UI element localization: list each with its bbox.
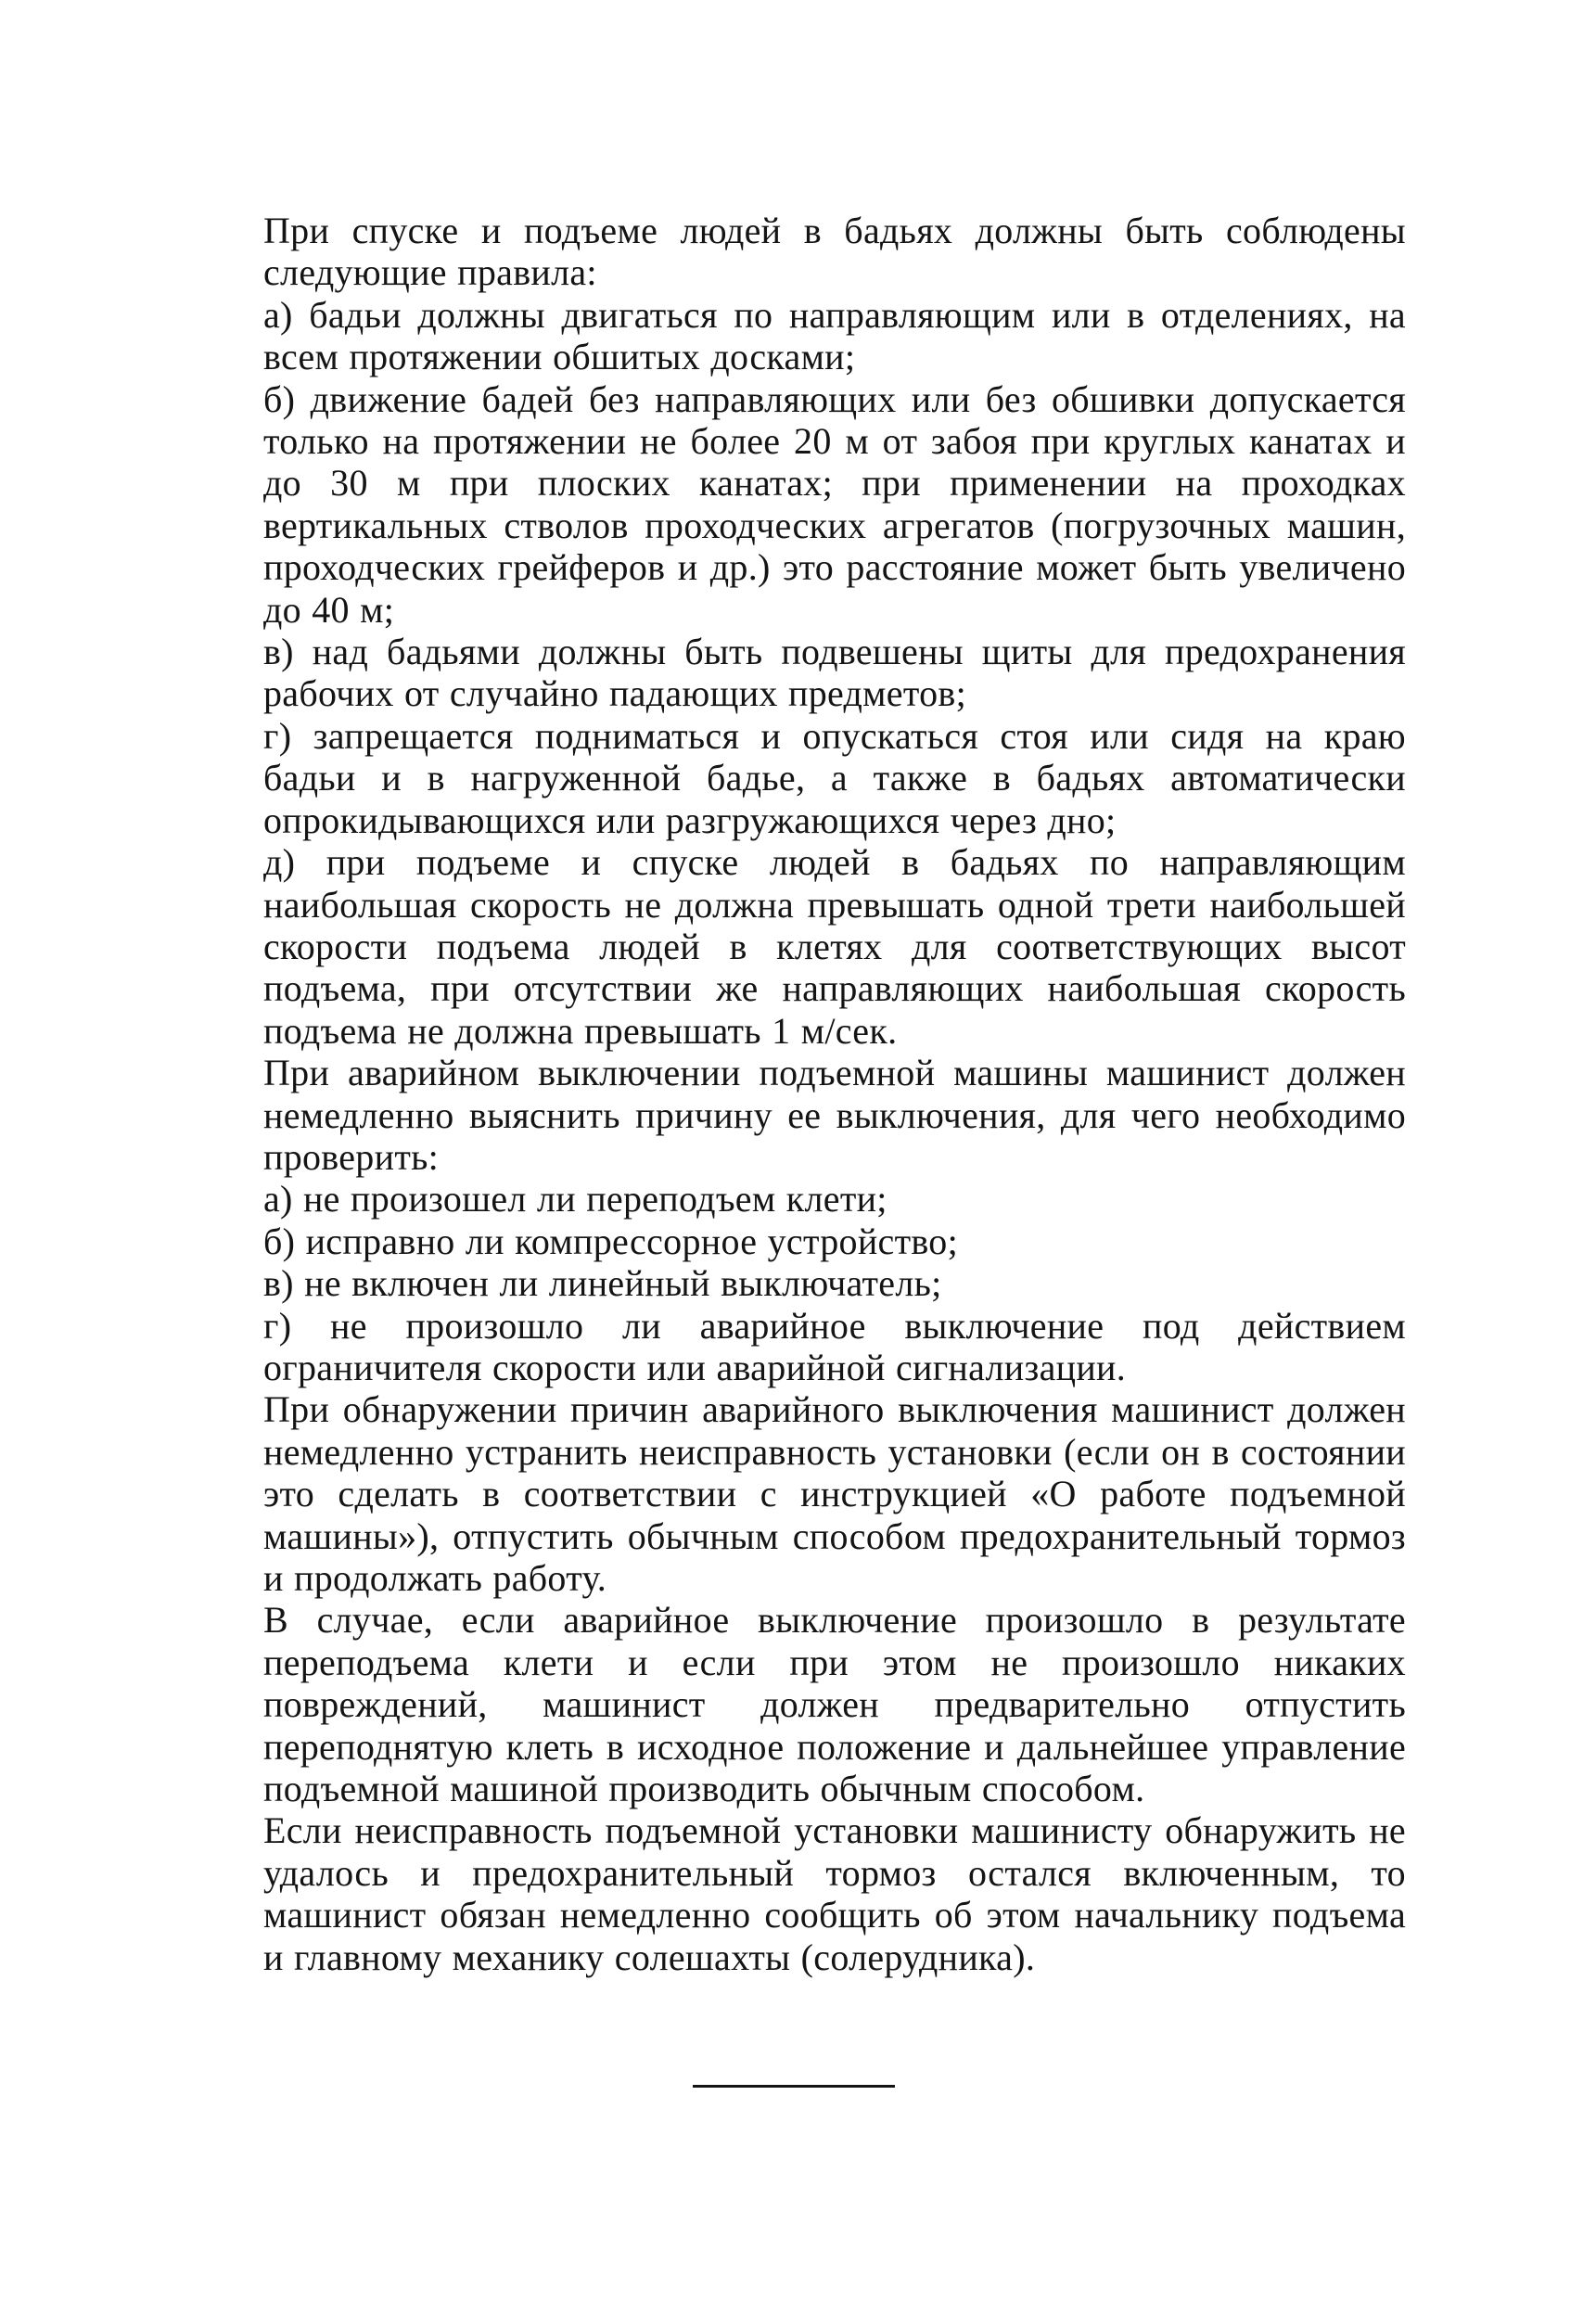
paragraph-intro: При спуске и подъеме людей в бадьях должны быть соблюдены следующие правила: [263,210,1406,294]
paragraph-check-a: а) не произошел ли переподъем клети; [263,1178,887,1220]
paragraph-item-b: б) движение бадей без направляющих или без обшивки допускается только на протяжении не более 20 м от забоя при круглых канатах и до 30 м при плоских канатах; при применении на проходках вертикальных стволов проходческих агрегатов (погрузочных машин, проходческих грейферов и др.) это расстояние может быть увеличено до 40 м; [263,377,1406,631]
paragraph-item-d: д) при подъеме и спуске людей в бадьях по направляющим наибольшая скорость не должна превышать одной трети наибольшей скорости подъема людей в клетях для соответствующих высот подъема, при отсутствии же направляющих наибольшая скорость подъема не должна превышать 1 м/сек. [263,841,1406,1052]
paragraph-item-g: г) запрещается подниматься и опускаться стоя или сидя на краю бадьи и в нагруженной бадье, а также в бадьях автоматически опрокидывающихся или разгружающихся через дно; [263,714,1406,841]
paragraph-emergency-shutdown: При аварийном выключении подъемной машины машинист должен немедленно выяснить причину ее выключения, для чего необходимо проверить: [263,1052,1406,1178]
document-body [263,210,1406,1978]
paragraph-fault-found: При обнаружении причин аварийного выключения машинист должен немедленно устранить неисправность установки (если он в состоянии это сделать в соответствии с инструкцией «О работе подъемной машины»), отпустить обычным способом предохранительный тормоз и продолжать работу. [263,1388,1406,1599]
end-divider [693,2085,895,2088]
paragraph-fault-not-found: Если неисправность подъемной установки машинисту обнаружить не удалось и предохранительный тормоз остался включенным, то машинист обязан немедленно сообщить об этом начальнику подъема и главному механику солешахты (солерудника). [263,1809,1406,1978]
paragraph-item-v: в) над бадьями должны быть подвешены щиты для предохранения рабочих от случайно падающих предметов; [263,631,1406,715]
paragraph-item-a: а) бадьи должны двигаться по направляющим или в отделениях, на всем протяжении обшитых досками; [263,293,1406,378]
paragraph-check-v: в) не включен ли линейный выключатель; [263,1262,942,1305]
paragraph-check-g: г) не произошло ли аварийное выключение под действием ограничителя скорости или аварийной сигнализации. [263,1304,1406,1388]
paragraph-check-b: б) исправно ли компрессорное устройство; [263,1220,959,1262]
paragraph-overwind-case: В случае, если аварийное выключение произошло в результате переподъема клети и если при этом не произошло никаких повреждений, машинист должен предварительно отпустить переподнятую клеть в исходное положение и дальнейшее управление подъемной машиной производить обычным способом. [263,1599,1406,1810]
